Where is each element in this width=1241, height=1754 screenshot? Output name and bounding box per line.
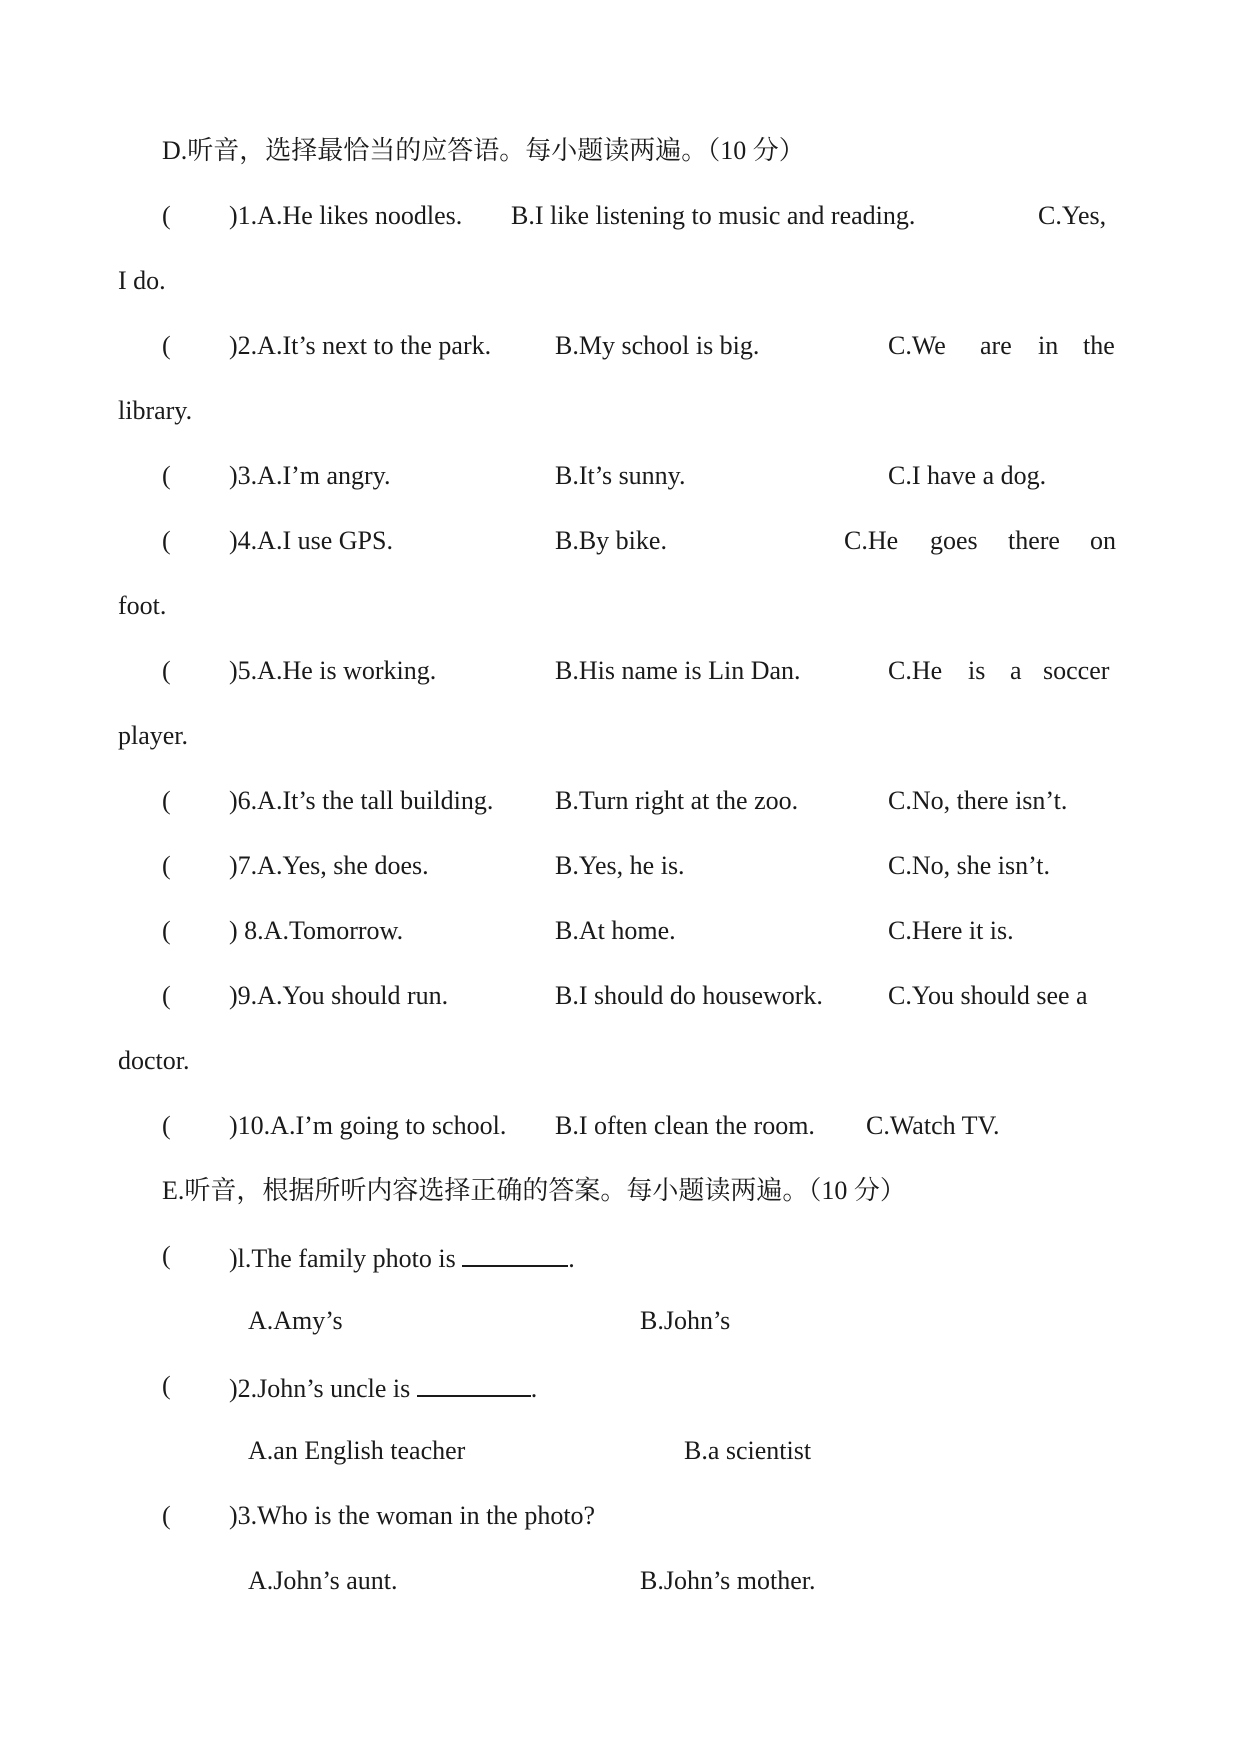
option-b: B.I should do housework. xyxy=(555,981,823,1010)
answer-paren[interactable]: ( xyxy=(162,526,171,555)
option-c: C.Here it is. xyxy=(888,916,1014,945)
option-c: C.I have a dog. xyxy=(888,461,1047,490)
answer-paren[interactable]: ( xyxy=(162,656,171,685)
answer-paren[interactable]: ( xyxy=(162,201,171,230)
question-stem: )2.John’s uncle is . xyxy=(229,1371,537,1404)
option-b: B.a scientist xyxy=(684,1436,812,1465)
answer-paren[interactable]: ( xyxy=(162,851,171,880)
option-a: A.You should run. xyxy=(257,981,449,1010)
question-number: )7.A.Yes, she does. xyxy=(229,851,429,880)
fill-blank[interactable] xyxy=(417,1371,531,1397)
option-c-word-1: C.He xyxy=(888,656,943,685)
option-c-word-3: in xyxy=(1038,331,1059,360)
option-a: A.I’m going to school. xyxy=(270,1111,507,1140)
question-number: )9.A.You should run. xyxy=(229,981,449,1010)
option-c-word-4: on xyxy=(1090,526,1116,555)
option-b: B.Turn right at the zoo. xyxy=(555,786,799,815)
option-c-word-4: the xyxy=(1083,331,1115,360)
option-a: A.Yes, she does. xyxy=(257,851,429,880)
answer-paren[interactable]: ( xyxy=(162,461,171,490)
option-a: A.I’m angry. xyxy=(257,461,391,490)
option-b: B.His name is Lin Dan. xyxy=(555,656,801,685)
option-c: C.Yes, xyxy=(1038,201,1107,230)
option-a: A.Tomorrow. xyxy=(263,916,404,945)
question-stem: )l.The family photo is . xyxy=(229,1241,575,1274)
answer-paren[interactable]: ( xyxy=(162,1241,171,1270)
option-a: A.I use GPS. xyxy=(257,526,393,555)
question-number: )2.A.It’s next to the park. xyxy=(229,331,492,360)
option-c-word-1: C.He xyxy=(844,526,899,555)
option-c-word-3: there xyxy=(1008,526,1060,555)
option-c: C.No, there isn’t. xyxy=(888,786,1068,815)
answer-paren[interactable]: ( xyxy=(162,1501,171,1530)
option-a: A.John’s aunt. xyxy=(248,1566,398,1595)
question-number: )3.A.I’m angry. xyxy=(229,461,391,490)
option-b: B.John’s mother. xyxy=(640,1566,816,1595)
option-c-word-2: is xyxy=(968,656,986,685)
option-b: B.By bike. xyxy=(555,526,667,555)
section-d-heading: D.听音，选择最恰当的应答语。每小题读两遍。（10 分） xyxy=(162,136,805,165)
question-d9-continuation: doctor. xyxy=(118,1046,190,1075)
question-d4-continuation: foot. xyxy=(118,591,167,620)
option-a: A.an English teacher xyxy=(248,1436,466,1465)
option-a: A.He likes noodles. xyxy=(257,201,463,230)
question-number: )5.A.He is working. xyxy=(229,656,437,685)
option-c-word-4: soccer xyxy=(1043,656,1110,685)
option-a: A.He is working. xyxy=(257,656,437,685)
option-b: B.I like listening to music and reading. xyxy=(511,201,916,230)
option-a: A.Amy’s xyxy=(248,1306,343,1335)
option-a: A.It’s the tall building. xyxy=(257,786,494,815)
option-c-word-1: C.We xyxy=(888,331,946,360)
option-b: B.John’s xyxy=(640,1306,731,1335)
option-c: C.No, she isn’t. xyxy=(888,851,1051,880)
option-b: B.My school is big. xyxy=(555,331,760,360)
option-b: B.I often clean the room. xyxy=(555,1111,815,1140)
question-number: )6.A.It’s the tall building. xyxy=(229,786,494,815)
question-number: )10.A.I’m going to school. xyxy=(229,1111,507,1140)
answer-paren[interactable]: ( xyxy=(162,1371,171,1400)
section-e-heading: E.听音，根据所听内容选择正确的答案。每小题读两遍。（10 分） xyxy=(162,1176,906,1205)
question-d1-continuation: I do. xyxy=(118,266,166,295)
question-number: )1.A.He likes noodles. xyxy=(229,201,463,230)
option-c: C.Watch TV. xyxy=(866,1111,1000,1140)
question-d5-continuation: player. xyxy=(118,721,189,750)
option-c-word-2: are xyxy=(980,331,1012,360)
question-number: )4.A.I use GPS. xyxy=(229,526,393,555)
option-b: B.Yes, he is. xyxy=(555,851,685,880)
question-d2-continuation: library. xyxy=(118,396,193,425)
question-number: ) 8.A.Tomorrow. xyxy=(229,916,404,945)
option-b: B.It’s sunny. xyxy=(555,461,686,490)
answer-paren[interactable]: ( xyxy=(162,1111,171,1140)
option-c-word-3: a xyxy=(1010,656,1022,685)
answer-paren[interactable]: ( xyxy=(162,331,171,360)
option-c-word-2: goes xyxy=(930,526,978,555)
answer-paren[interactable]: ( xyxy=(162,981,171,1010)
question-stem: )3.Who is the woman in the photo? xyxy=(229,1501,596,1530)
answer-paren[interactable]: ( xyxy=(162,916,171,945)
option-a: A.It’s next to the park. xyxy=(257,331,492,360)
option-c: C.You should see a xyxy=(888,981,1088,1010)
fill-blank[interactable] xyxy=(462,1241,568,1267)
option-b: B.At home. xyxy=(555,916,676,945)
answer-paren[interactable]: ( xyxy=(162,786,171,815)
